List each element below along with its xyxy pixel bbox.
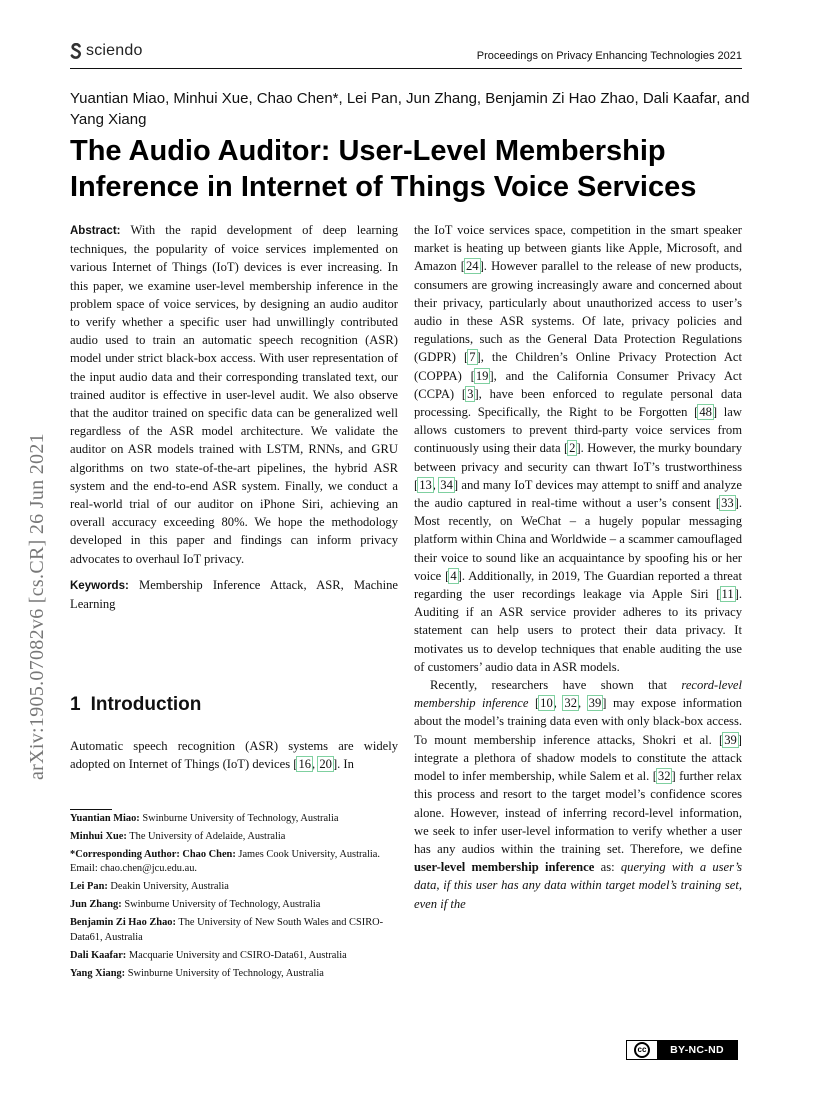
cc-license-badge[interactable] bbox=[626, 1040, 738, 1060]
body-text: ]. Most recently, on WeChat – a hugely popular messaging platform within China and Worldwide – a scammer camouflaged their voice to sound like an acquaintance by spoofing his or her voice [ bbox=[414, 496, 742, 583]
body-text: Recently, researchers have shown that bbox=[430, 678, 682, 693]
author-name: Dali Kaafar: bbox=[70, 949, 127, 961]
affiliation-footnote bbox=[70, 880, 388, 894]
intro-paragraph: Automatic speech recognition (ASR) systems are widely adopted on Internet of Things (IoT) devices [16, 20]. In bbox=[70, 739, 398, 772]
author-name: *Corresponding Author: Chao Chen: bbox=[70, 849, 236, 860]
journal-name: Proceedings on Privacy Enhancing Technologies 2021 bbox=[476, 50, 742, 62]
logo-text: sciendo bbox=[86, 42, 143, 59]
sciendo-logo-icon bbox=[70, 43, 82, 59]
footnote-rule bbox=[70, 809, 112, 810]
left-column bbox=[70, 221, 398, 613]
cc-mark: cc bbox=[634, 1042, 650, 1058]
body-text: the IoT voice services space, competition in the smart speaker market is heating up between giants like Apple, Microsoft, and Amazon [ bbox=[414, 223, 742, 274]
author-name: Yang Xiang: bbox=[70, 967, 126, 979]
citation-link[interactable]: 16 bbox=[298, 757, 312, 772]
body-text: ], and the California Consumer Privacy Act (CCPA) [ bbox=[414, 368, 743, 401]
arxiv-id: arXiv:1905.07082v6 [cs.CR] 26 Jun 2021 bbox=[26, 433, 48, 780]
citation-link[interactable]: 24 bbox=[466, 259, 479, 274]
citation-link[interactable]: 32 bbox=[564, 696, 577, 711]
cc-icon bbox=[627, 1041, 657, 1059]
affiliation-text: The University of New South Wales and CSIRO-Data61, Australia bbox=[70, 917, 384, 943]
body-text: ] may expose information about the model’s training data even with only black-box access. To mount membership inference attacks, Shokri et al. [ bbox=[414, 696, 743, 747]
paper-title: The Audio Auditor: User-Level Membership Inference in Internet of Things Voice Services bbox=[70, 135, 697, 203]
intro-sep: , bbox=[312, 757, 319, 772]
body-text: ], the Children’s Online Privacy Protection Act (COPPA) [ bbox=[414, 350, 743, 383]
affiliation-text: James Cook University, Australia. Email: chao.chen@jcu.edu.au. bbox=[70, 849, 381, 875]
citation-link[interactable]: 32 bbox=[657, 769, 671, 784]
citation-link[interactable]: 11 bbox=[721, 587, 734, 602]
emphasis-text: record-level membership inference bbox=[414, 678, 742, 711]
citation-link[interactable]: 2 bbox=[569, 441, 576, 456]
body-paragraph bbox=[414, 676, 742, 913]
citation-link[interactable]: 4 bbox=[450, 568, 457, 583]
citation-link[interactable]: 48 bbox=[699, 405, 712, 420]
affiliation-footnote bbox=[70, 967, 388, 981]
body-text: ] and many IoT devices may attempt to sniff and analyze the audio captured in real-time without a user’s consent [ bbox=[414, 477, 742, 511]
citation-link[interactable]: 39 bbox=[724, 732, 737, 747]
license-text: BY-NC-ND bbox=[670, 1044, 724, 1056]
body-text: ] law allows customers to prevent third-party voice services from continuously using their data [ bbox=[414, 405, 742, 456]
body-text: , bbox=[553, 696, 564, 711]
citation-link[interactable]: 39 bbox=[588, 696, 602, 711]
body-text: ], have been enforced to regulate personal data processing. Specifically, the Right to be Forgotten [ bbox=[414, 386, 742, 420]
citation-link[interactable]: 20 bbox=[319, 757, 332, 772]
affiliation-footnote bbox=[70, 916, 388, 945]
body-text: ]. Additionally, in 2019, The Guardian reported a threat regarding the user recordings leakage via Apple Siri [ bbox=[414, 568, 742, 602]
header-rule bbox=[70, 68, 742, 69]
citation-link[interactable]: 33 bbox=[721, 496, 734, 511]
intro-text-end: ]. In bbox=[332, 757, 354, 772]
section-number: 1 bbox=[70, 694, 81, 715]
arxiv-stamp bbox=[26, 300, 48, 780]
bold-term: user-level membership inference bbox=[414, 860, 595, 875]
affiliation-footnote bbox=[70, 830, 388, 844]
body-text: as: bbox=[594, 860, 621, 875]
abstract-label: Abstract: bbox=[70, 225, 121, 237]
author-name: Benjamin Zi Hao Zhao: bbox=[70, 917, 176, 929]
author-affiliations bbox=[70, 812, 388, 985]
citation-link[interactable]: 3 bbox=[467, 386, 474, 401]
body-text: ]. However, the murky boundary between privacy and security can thwart IoT’s trustworthiness [ bbox=[414, 441, 742, 492]
body-text: , bbox=[432, 477, 440, 492]
affiliation-text: Swinburne University of Technology, Australia bbox=[124, 899, 321, 911]
affiliation-text: The University of Adelaide, Australia bbox=[129, 831, 286, 842]
abstract bbox=[70, 221, 398, 568]
author-name: Yuantian Miao: bbox=[70, 813, 140, 824]
section-title: Introduction bbox=[90, 694, 202, 715]
body-text: ] further relax this process and resort to the target model’s confidence scores alone. However, instead of inferring record-level information, we seek to infer user-level information to verify whether a user has any audios within the training set. Therefore, we define bbox=[414, 769, 742, 856]
body-text: ]. Auditing if an ASR service provider adheres to its privacy statement can help users to protect their data privacy. It motivates us to develop techniques that enable auditing the use of customers’ audio data in ASR models. bbox=[414, 587, 742, 674]
emphasis-text: querying with a user’s data, if this user has any data within target model’s training set, even if the bbox=[414, 860, 742, 911]
affiliation-footnote bbox=[70, 812, 388, 826]
affiliation-text: Swinburne University of Technology, Australia bbox=[127, 967, 324, 979]
section-heading bbox=[70, 694, 201, 716]
body-text: [ bbox=[528, 696, 540, 711]
author-list: Yuantian Miao, Minhui Xue, Chao Chen*, Lei Pan, Jun Zhang, Benjamin Zi Hao Zhao, Dali Kaafar, and Yang Xiang bbox=[70, 90, 750, 128]
body-text: , bbox=[578, 696, 588, 711]
affiliation-footnote bbox=[70, 898, 388, 912]
citation-link[interactable]: 7 bbox=[469, 350, 476, 365]
keywords-text: Membership Inference Attack, ASR, Machine Learning bbox=[70, 577, 398, 612]
body-text: ]. However parallel to the release of new products, consumers are growing increasingly aware and concerned about their privacy, particularly about unauthorized access to user’s audio in these ASR systems. Of late, privacy policies and regulations, such as the General Data Protection Regulations (GDPR) [ bbox=[414, 259, 742, 365]
keywords-label: Keywords: bbox=[70, 579, 129, 592]
affiliation-text: Macquarie University and CSIRO-Data61, Australia bbox=[128, 949, 347, 961]
keywords bbox=[70, 576, 398, 613]
right-column bbox=[414, 221, 742, 913]
publisher-logo bbox=[70, 42, 143, 60]
intro-text: Automatic speech recognition (ASR) systems are widely adopted on Internet of Things (IoT) devices bbox=[70, 739, 398, 772]
citation-link[interactable]: 19 bbox=[475, 368, 489, 383]
author-name: Lei Pan: bbox=[70, 881, 108, 893]
abstract-text: With the rapid development of deep learning techniques, the popularity of voice services implemented on various Internet of Things (IoT) devices is ever increasing. In this paper, we examine user-level membership inference in the problem space of voice services, by designing an audio auditor to verify whether a specific user had unwillingly contributed audio used to train an automatic speech recognition (ASR) model under strict black-box access. With user representation of the input audio data and their corresponding translated text, our trained auditor is effective in user-level audit. We also observe that the auditor trained on specific data can be generalized well regardless of the ASR model architecture. We validate the auditor on ASR models trained with LSTM, RNNs, and GRU algorithms on two state-of-the-art pipelines, the hybrid ASR system and the end-to-end ASR system. Finally, we conduct a real-world trial of our auditor on iPhone Siri, achieving an overall accuracy exceeding 80%. We hope the methodology developed in this paper and findings can inform privacy advocates to overhaul IoT privacy. bbox=[70, 223, 399, 566]
affiliation-text: Deakin University, Australia bbox=[110, 881, 229, 893]
affiliation-footnote bbox=[70, 848, 388, 877]
body-paragraph bbox=[414, 221, 742, 676]
citation-link[interactable]: 34 bbox=[440, 477, 453, 492]
author-name: Jun Zhang: bbox=[70, 899, 122, 911]
citation-link[interactable]: 10 bbox=[540, 696, 553, 711]
citation-link[interactable]: 13 bbox=[419, 477, 432, 492]
body-text: ] integrate a plethora of shadow models to constitute the attack model to infer membership, while Salem et al. [ bbox=[414, 732, 742, 784]
affiliation-footnote bbox=[70, 949, 388, 963]
author-name: Minhui Xue: bbox=[70, 831, 127, 842]
affiliation-text: Swinburne University of Technology, Australia bbox=[142, 813, 339, 824]
